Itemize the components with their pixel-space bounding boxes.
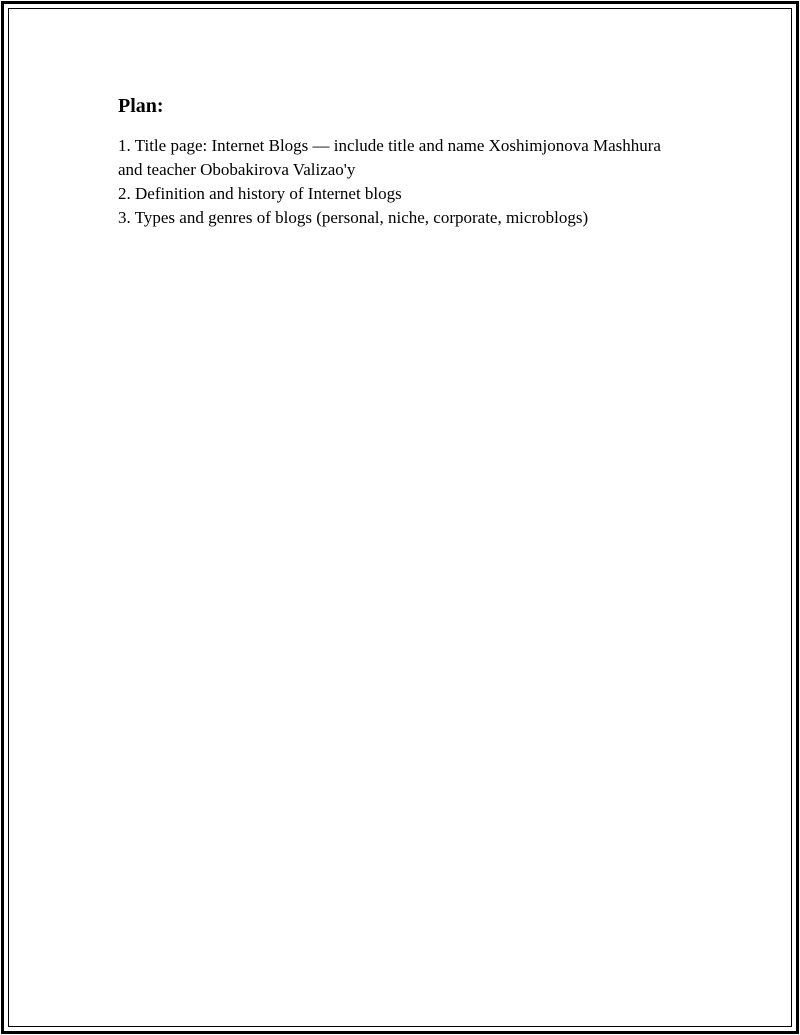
page-content xyxy=(118,94,678,230)
plan-heading: Plan: xyxy=(118,95,164,117)
plan-item-3: 3. Types and genres of blogs (personal, niche, corporate, microblogs) xyxy=(118,208,589,227)
plan-list xyxy=(118,134,678,230)
plan-item-1: 1. Title page: Internet Blogs — include title and name Xoshimjonova Mashhura and teacher Obobakirova Valizao'y xyxy=(118,136,661,179)
plan-item-2: 2. Definition and history of Internet blogs xyxy=(118,184,402,203)
